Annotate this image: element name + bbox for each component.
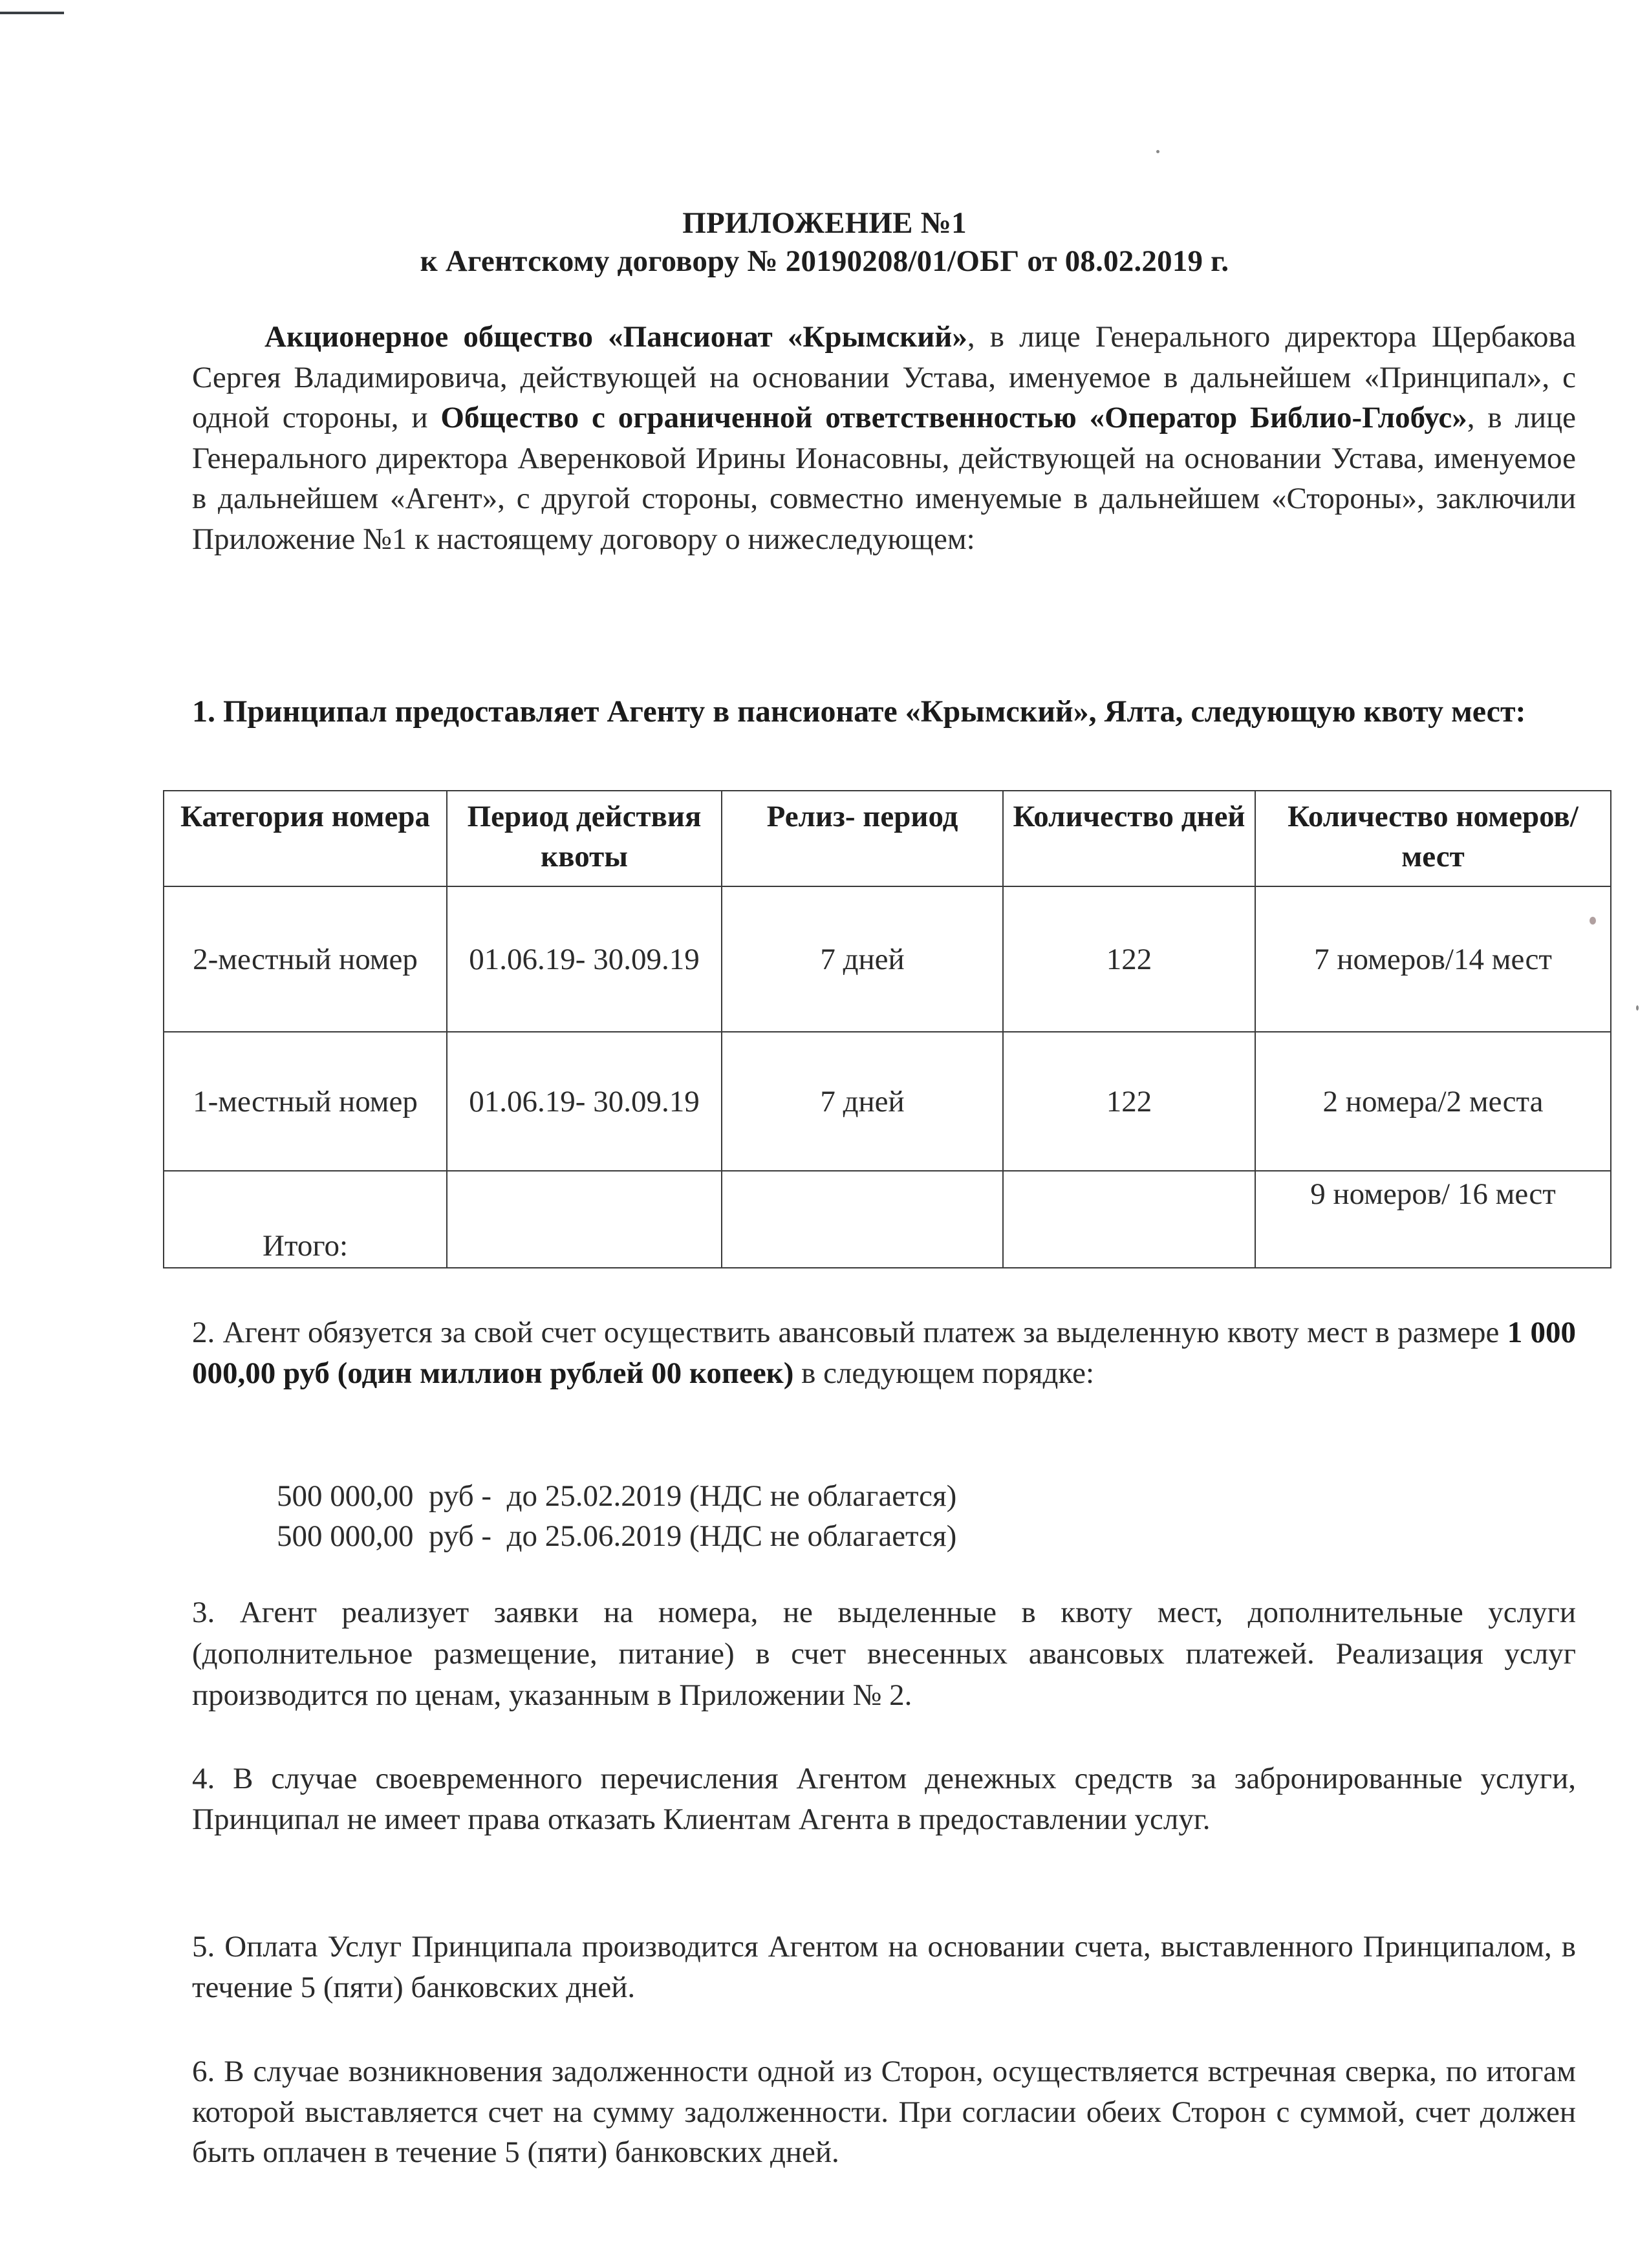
total-period	[447, 1171, 722, 1268]
quota-table	[163, 790, 1611, 1268]
scan-edge-mark	[0, 12, 64, 14]
agent-organization: Общество с ограниченной ответственностью «Оператор Библио-Глобус»	[440, 401, 1467, 434]
advance-amount: 1 000 000,00 руб (один миллион рублей 00 копеек)	[192, 1316, 1577, 1390]
payment-line: 500 000,00 руб - до 25.06.2019 (НДС не облагается)	[277, 1519, 957, 1553]
cell-release: 7 дней	[722, 886, 1003, 1032]
column-header-release: Релиз- период	[722, 791, 1003, 886]
column-header-rooms: Количество номеров/мест	[1255, 791, 1611, 886]
cell-days: 122	[1003, 1032, 1255, 1171]
section-2-text-2: в следующем порядке:	[793, 1356, 1095, 1390]
cell-days: 122	[1003, 886, 1255, 1032]
cell-period: 01.06.19- 30.09.19	[447, 1032, 722, 1171]
table-header-row	[164, 791, 1611, 886]
section-1-heading: 1. Принципал предоставляет Агенту в пансионате «Крымский», Ялта, следующую квоту мест:	[192, 694, 1526, 729]
section-5-paragraph: 5. Оплата Услуг Принципала производится Агентом на основании счета, выставленного Принципалом, в течение 5 (пяти) банковских дней.	[192, 1930, 1576, 2004]
scan-speck	[1156, 150, 1159, 153]
total-release	[722, 1171, 1003, 1268]
cell-release: 7 дней	[722, 1032, 1003, 1171]
table-total-row	[164, 1171, 1611, 1268]
cell-rooms: 7 номеров/14 мест	[1255, 886, 1611, 1032]
preamble-text-2: , в лице Генерального директора Аверенковой Ирины Ионасовны, действующей на основании Устава, именуемое в дальнейшем «Агент», с другой стороны, совместно именуемые в дальнейшем «Стороны», заключили Приложение №1 к настоящему договору о нижеследующем:	[192, 401, 1577, 556]
cell-period: 01.06.19- 30.09.19	[447, 886, 722, 1032]
principal-organization: Акционерное общество «Пансионат «Крымский»	[264, 320, 967, 354]
section-6-paragraph: 6. В случае возникновения задолженности одной из Сторон, осуществляется встречная сверка, по итогам которой выставляется счет на сумму задолженности. При согласии обеих Сторон с суммой, счет должен быть оплачен в течение 5 (пяти) банковских дней.	[192, 2055, 1576, 2169]
table-row	[164, 886, 1611, 1032]
document-subtitle: к Агентскому договору № 20190208/01/ОБГ от 08.02.2019 г.	[420, 244, 1229, 278]
total-label: Итого:	[164, 1171, 447, 1268]
scan-speck	[1636, 1005, 1639, 1011]
payment-line: 500 000,00 руб - до 25.02.2019 (НДС не облагается)	[277, 1479, 957, 1513]
cell-category: 2-местный номер	[164, 886, 447, 1032]
column-header-period: Период действия квоты	[447, 791, 722, 886]
total-rooms: 9 номеров/ 16 мест	[1255, 1171, 1611, 1268]
column-header-category: Категория номера	[164, 791, 447, 886]
total-days	[1003, 1171, 1255, 1268]
table-row	[164, 1032, 1611, 1171]
cell-category: 1-местный номер	[164, 1032, 447, 1171]
section-2-paragraph	[192, 1312, 1576, 1393]
cell-rooms: 2 номера/2 места	[1255, 1032, 1611, 1171]
section-2-text-1: 2. Агент обязуется за свой счет осуществить авансовый платеж за выделенную квоту мест в размере	[192, 1316, 1507, 1349]
preamble-paragraph	[192, 317, 1576, 559]
document-title: ПРИЛОЖЕНИЕ №1	[682, 206, 967, 240]
preamble-text-1: , в лице Генерального директора Щербакова Сергея Владимировича, действующей на основании Устава, именуемое в дальнейшем «Принципал», с одной стороны, и	[192, 320, 1576, 434]
section-3-paragraph: 3. Агент реализует заявки на номера, не выделенные в квоту мест, дополнительные услуги (дополнительное размещение, питание) в счет внесенных авансовых платежей. Реализация услуг производится по ценам, указанным в Приложении № 2.	[192, 1596, 1576, 1712]
column-header-days: Количество дней	[1003, 791, 1255, 886]
section-4-paragraph: 4. В случае своевременного перечисления Агентом денежных средств за забронированные услуги, Принципал не имеет права отказать Клиентам Агента в предоставлении услуг.	[192, 1762, 1576, 1836]
